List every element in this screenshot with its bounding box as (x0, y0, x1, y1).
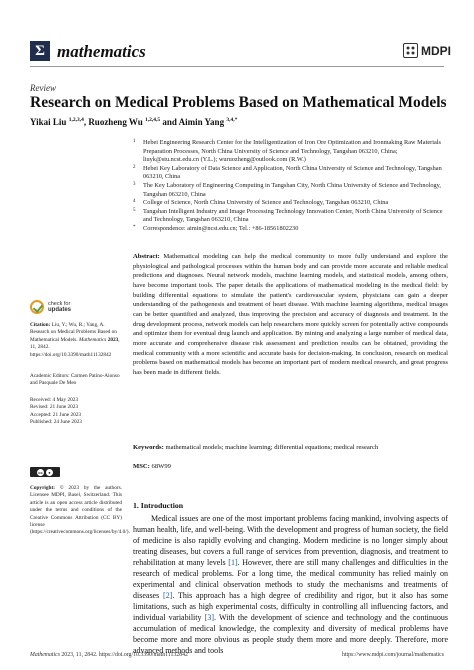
affiliation-item: 5 Tangshan Intelligent Industry and Image Processing Technology Innovation Center, North China University of Science and Technology, Tangshan 063210, China (133, 207, 443, 224)
by-icon: ● (46, 469, 53, 476)
msc-code: 68W99 (151, 463, 171, 470)
author-affiliation-marks: 3,4,* (226, 117, 238, 123)
affiliation-item: 1 Hebei Engineering Research Center for the Intelligentization of Iron Ore Optimization and Ironmaking Raw Materials Preparation Processes, North China University of Science and Technology, Tangshan 063210, China; liuyk@stu.ncst.edu.cn (Y.L.); wuruozheng@outlook.com (R.W.) (133, 139, 441, 164)
author-list: Yikai Liu $^{1,2,3,4}$, Ruozheng Wu $^{1,2,4,5}$ and Aimin Yang $^{3,4,*}$ (30, 117, 238, 127)
keywords-text: mathematical models; machine learning; differential equations; medical research (165, 444, 379, 451)
author-affiliation-marks: 1,2,4,5 (145, 117, 161, 123)
cc-by-license-icon[interactable] (30, 467, 60, 477)
revised-date: Revised: 21 June 2023 (30, 404, 79, 411)
author-name: Aimin Yang (178, 117, 225, 127)
header-divider (30, 66, 444, 67)
affiliation-item: 4 College of Science, North China University of Science and Technology, Tangshan 063210, China (133, 199, 389, 207)
affiliation-item: 3 The Key Laboratory of Engineering Computing in Tangshan City, North China University of Science and Technology, Tangshan 063210, China (133, 181, 441, 198)
footer-citation: Mathematics 2023, 11, 2842. https://doi.org/10.3390/math11132842 (30, 652, 188, 658)
published-date: Published: 24 June 2023 (30, 419, 82, 426)
correspondence: * Correspondence: aimin@ncst.edu.cn; Tel.: +86-18561802230 (133, 224, 299, 232)
affiliation-list (133, 139, 448, 234)
check-updates-icon (30, 300, 44, 314)
page-footer (30, 652, 444, 658)
keywords-label: Keywords: (133, 444, 164, 451)
article-type: Review (30, 83, 56, 93)
academic-editors: Academic Editors: Carmen Patino-Alonso and Pasquale De Meo (30, 373, 120, 387)
abstract-label: Abstract: (133, 253, 160, 260)
footer-journal-url[interactable]: https://www.mdpi.com/journal/mathematics (341, 652, 444, 658)
citation-label: Citation: (30, 322, 51, 328)
copyright-notice: Copyright: © 2023 by the authors. Licensee MDPI, Basel, Switzerland. This article is an open access article distributed under the terms and conditions of the Creative Commons Attribution (CC BY) license (https://creativecommons.org/licenses/by/4.0/). (30, 485, 130, 536)
section-heading: 1. Introduction (133, 501, 184, 510)
publisher-name: MDPI (421, 43, 451, 58)
msc-label: MSC: (133, 463, 150, 470)
author-name: Ruozheng Wu (88, 117, 143, 127)
author-affiliation-marks: 1,2,3,4 (68, 117, 84, 123)
keywords (133, 443, 448, 452)
received-date: Received: 4 May 2023 (30, 397, 79, 403)
journal-name: mathematics (57, 42, 146, 61)
author-name: Yikai Liu (30, 117, 67, 127)
citation-link[interactable]: [2] (163, 591, 173, 600)
cc-icon: cc (38, 469, 43, 475)
publication-dates (30, 397, 122, 427)
citation-link[interactable]: [3] (204, 613, 214, 622)
abstract (133, 252, 448, 378)
accepted-date: Accepted: 21 June 2023 (30, 411, 82, 418)
journal-logo: Σ (30, 41, 50, 61)
msc-classification (133, 463, 171, 470)
affiliation-item: 2 Hebei Key Laboratory of Data Science and Application, North China University of Science and Technology, Tangshan 063210, China (133, 164, 442, 181)
intro-paragraph: Medical issues are one of the most important problems facing mankind, involving aspects of human health, life, and well-being. With the development and progress of human society, the field of medicine is also rapidly evolving and changing. Modern medicine is no longer simply about treating diseases, but covers a full range of services from prevention, diagnosis, and treatment to rehabilitation at many levels [1]. However, there are still many challenges and difficulties in the research of medical problems. For a long time, the medical community has relied mainly on experimental and clinical observation methods to study the mechanisms and treatments of diseases [2]. This approach has a high degree of credibility and rigor, but it also has some limitations, such as high experimental costs, difficulty in controlling all influencing factors, and individual variability [3]. With the development of science and technology and the continuous accumulation of medical knowledge, the complexity and diversity of medical problems have become more and more obvious as people study them more and more deeply. Therefore, more advanced methods and tools (133, 514, 449, 655)
mdpi-icon (403, 43, 418, 58)
copyright-label: Copyright: (30, 485, 56, 491)
article-title: Research on Medical Problems Based on Mathematical Models (30, 94, 447, 111)
publisher-logo (403, 43, 451, 58)
check-for-updates-button[interactable]: check for updates (30, 300, 71, 314)
citation-block: Citation: Liu, Y.; Wu, R.; Yang, A. Research on Medical Problems Based on Mathematical Models. Mathematics 2023, 11, 2842. https://doi.org/10.3390/math11132842 (30, 322, 120, 358)
abstract-text: Mathematical modeling can help the medical community to more fully understand and explore the physiological and pathological processes within the human body and can provide more accurate and reliable medical predictions and diagnoses. Neural network models, machine learning models, and statistical models, among others, have become important tools. The paper details the applications of mathematical modeling in the medical field: by building differential equations to simulate the patient's cardiovascular system, physicians can gain a deeper understanding of the pathogenesis and treatment of heart disease. With machine learning algorithms, medical images can be better quantified and analyzed, thus improving the precision and accuracy of diagnosis and treatment. In the drug development process, network models can help researchers more quickly screen for potentially active compounds and optimize them for eventual drug launch and application. By mining and analyzing a large number of medical data, more accurate and comprehensive disease risk assessment and prediction results can be obtained, providing the medical community with a more scientific and accurate basis for decision-making. In conclusion, research on medical problems based on mathematical models has become an important part of modern medical research, and great progress has been made in different fields. (133, 253, 448, 376)
citation-link[interactable]: [1] (228, 558, 238, 567)
